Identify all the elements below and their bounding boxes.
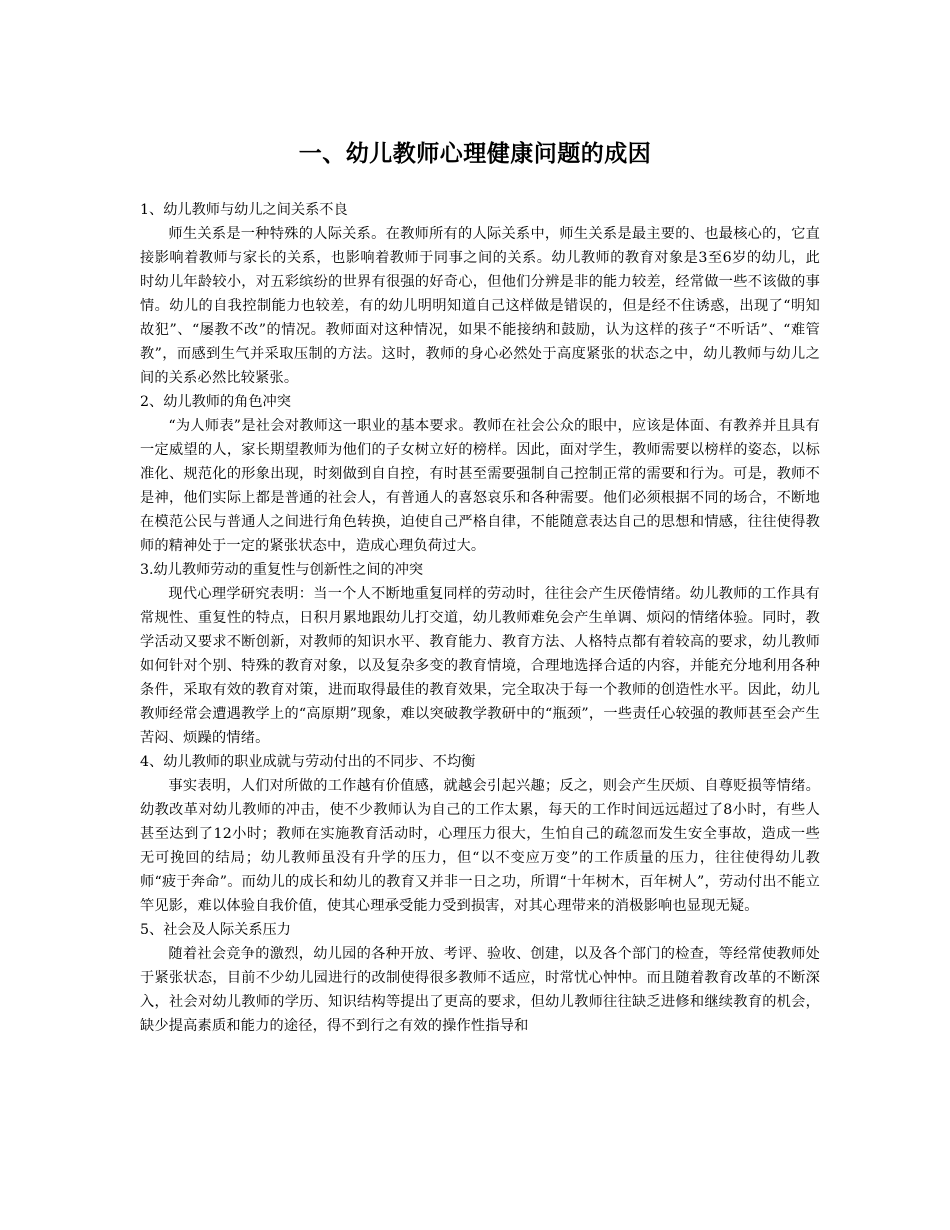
section-paragraph-5: 随着社会竞争的激烈，幼儿园的各种开放、考评、验收、创建，以及各个部门的检查，等经常使教师处于紧张状态，目前不少幼儿园进行的改制使得很多教师不适应，时常忧心忡忡。而且随着教育改革的不断深入，社会对幼儿教师的学历、知识结构等提出了更高的要求，但幼儿教师往往缺乏进修和继续教育的机会，缺少提高素质和能力的途径，得不到行之有效的操作性指导和	[140, 946, 820, 1034]
section-heading-2: 2、幼儿教师的角色冲突	[140, 394, 291, 410]
section-heading-3: 3.幼儿教师劳动的重复性与创新性之间的冲突	[140, 562, 424, 578]
section-heading-4: 4、幼儿教师的职业成就与劳动付出的不同步、不均衡	[140, 754, 476, 770]
section-paragraph-2: “为人师表”是社会对教师这一职业的基本要求。教师在社会公众的眼中，应该是体面、有教养并且具有一定威望的人，家长期望教师为他们的子女树立好的榜样。因此，面对学生，教师需要以榜样的姿态，以标准化、规范化的形象出现，时刻做到自自控，有时甚至需要强制自己控制正常的需要和行为。可是，教师不是神，他们实际上都是普通的社会人，有普通人的喜怒哀乐和各种需要。他们必须根据不同的场合，不断地在模范公民与普通人之间进行角色转换，迫使自己严格自律，不能随意表达自己的思想和情感，往往使得教师的精神处于一定的紧张状态中，造成心理负荷过大。	[140, 418, 820, 554]
document-title: 一、幼儿教师心理健康问题的成因	[298, 141, 652, 167]
section-heading-1: 1、幼儿教师与幼儿之间关系不良	[140, 202, 348, 218]
section-paragraph-4: 事实表明，人们对所做的工作越有价值感，就越会引起兴趣；反之，则会产生厌烦、自尊贬损等情绪。幼教改革对幼儿教师的冲击，使不少教师认为自己的工作太累，每天的工作时间远远超过了8小时，有些人甚至达到了12小时；教师在实施教育活动时，心理压力很大，生怕自己的疏忽而发生安全事故，造成一些无可挽回的结局；幼儿教师虽没有升学的压力，但“以不变应万变”的工作质量的压力，往往使得幼儿教师“疲于奔命”。而幼儿的成长和幼儿的教育又并非一日之功，所谓“十年树木，百年树人”，劳动付出不能立竿见影，难以体验自我价值，使其心理承受能力受到损害，对其心理带来的消极影响也显现无疑。	[140, 778, 820, 914]
section-paragraph-1: 师生关系是一种特殊的人际关系。在教师所有的人际关系中，师生关系是最主要的、也最核心的，它直接影响着教师与家长的关系，也影响着教师于同事之间的关系。幼儿教师的教育对象是3至6岁的幼儿，此时幼儿年龄较小，对五彩缤纷的世界有很强的好奇心，但他们分辨是非的能力较差，经常做一些不该做的事情。幼儿的自我控制能力也较差，有的幼儿明明知道自己这样做是错误的，但是经不住诱惑，出现了“明知故犯”、“屡教不改”的情况。教师面对这种情况，如果不能接纳和鼓励，认为这样的孩子“不听话”、“难管教”，而感到生气并采取压制的方法。这时，教师的身心必然处于高度紧张的状态之中，幼儿教师与幼儿之间的关系必然比较紧张。	[140, 226, 820, 386]
section-heading-5: 5、社会及人际关系压力	[140, 922, 291, 938]
section-paragraph-3: 现代心理学研究表明：当一个人不断地重复同样的劳动时，往往会产生厌倦情绪。幼儿教师的工作具有常规性、重复性的特点，日积月累地跟幼儿打交道，幼儿教师难免会产生单调、烦闷的情绪体验。同时，教学活动又要求不断创新，对教师的知识水平、教育能力、教育方法、人格特点都有着较高的要求，幼儿教师如何针对个别、特殊的教育对象，以及复杂多变的教育情境，合理地选择合适的内容，并能充分地利用各种条件，采取有效的教育对策，进而取得最佳的教育效果，完全取决于每一个教师的创造性水平。因此，幼儿教师经常会遭遇教学上的“高原期”现象，难以突破教学教研中的“瓶颈”，一些责任心较强的教师甚至会产生苦闷、烦躁的情绪。	[140, 586, 820, 746]
document-body	[140, 198, 820, 1038]
